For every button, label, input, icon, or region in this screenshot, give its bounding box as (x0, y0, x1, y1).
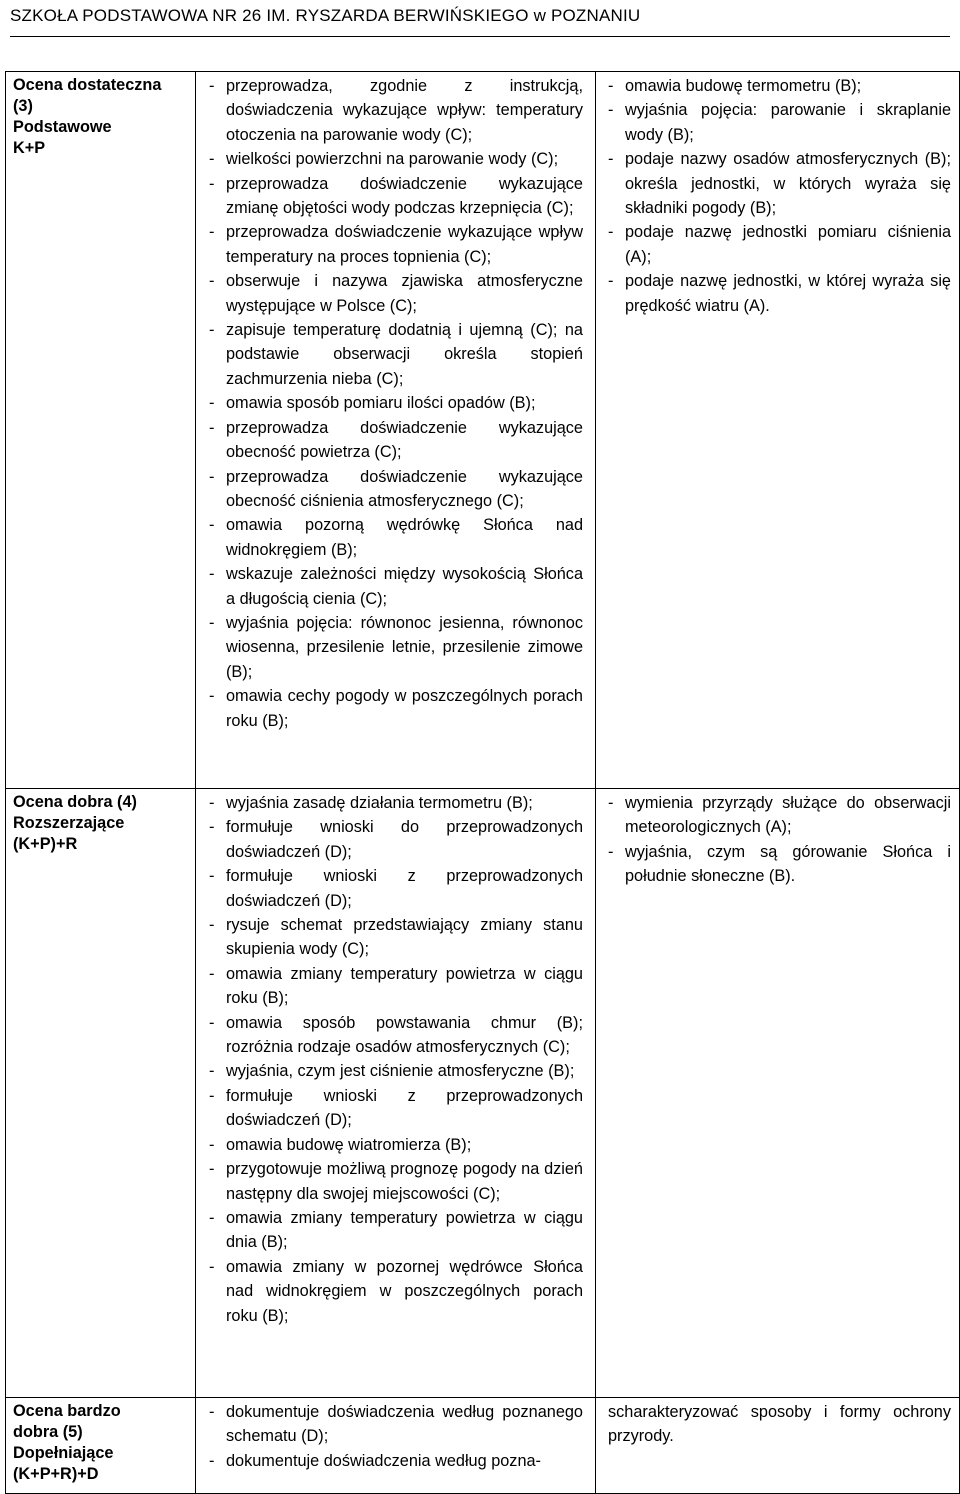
list-item: - omawia cechy pogody w poszczególnych porach roku (B); (209, 684, 583, 733)
grade-formula: (K+P+R)+D (13, 1465, 99, 1483)
table-row (6, 72, 960, 789)
list-item: - omawia sposób powstawania chmur (B); rozróżnia rodzaje osadów atmosferycznych (C); (209, 1011, 583, 1060)
page-header (10, 2, 950, 37)
list-item: - podaje nazwę jednostki pomiaru ciśnienia (A); (608, 220, 951, 269)
list-item: - wymienia przyrządy służące do obserwacji meteorologicznych (A); (608, 791, 951, 840)
table-row (6, 1398, 960, 1494)
requirements-cell (196, 72, 596, 789)
grade-label-cell (6, 1398, 196, 1494)
grade-label-cell (6, 72, 196, 789)
list-item: - omawia pozorną wędrówkę Słońca nad widnokręgiem (B); (209, 513, 583, 562)
table-row (6, 789, 960, 1398)
grade-level: Dopełniające (13, 1444, 114, 1462)
grade-label-cell (6, 789, 196, 1398)
list-item: - wyjaśnia zasadę działania termometru (B); (209, 791, 583, 815)
list-item: - zapisuje temperaturę dodatnią i ujemną (C); na podstawie obserwacji określa stopień zachmurzenia nieba (C); (209, 318, 583, 391)
list-item: - omawia budowę wiatromierza (B); (209, 1133, 583, 1157)
grade-number: (3) (13, 97, 33, 115)
requirements-list (608, 791, 951, 889)
list-item: - omawia budowę termometru (B); (608, 74, 951, 98)
list-item: - omawia zmiany w pozornej wędrówce Słońca nad widnokręgiem w poszczególnych porach roku (B); (209, 1255, 583, 1328)
requirements-cell (596, 1398, 960, 1494)
grades-table (5, 71, 960, 1494)
list-item: - wyjaśnia pojęcia: parowanie i skraplanie wody (B); (608, 98, 951, 147)
grade-level: Rozszerzające (13, 814, 125, 832)
list-item: - podaje nazwy osadów atmosferycznych (B); określa jednostki, w których wyraża się składniki pogody (B); (608, 147, 951, 220)
grade-formula: (K+P)+R (13, 835, 78, 853)
requirements-cell (196, 789, 596, 1398)
list-item: - wyjaśnia, czym są górowanie Słońca i południe słoneczne (B). (608, 840, 951, 889)
requirements-list (209, 74, 583, 733)
requirements-list (209, 1400, 583, 1473)
requirements-cell (596, 72, 960, 789)
list-item: - formułuje wnioski do przeprowadzonych doświadczeń (D); (209, 815, 583, 864)
list-item: - omawia zmiany temperatury powietrza w ciągu roku (B); (209, 962, 583, 1011)
list-item: - dokumentuje doświadczenia według poznanego schematu (D); (209, 1400, 583, 1449)
list-item: - rysuje schemat przedstawiający zmiany stanu skupienia wody (C); (209, 913, 583, 962)
grade-title: Ocena bardzo (13, 1402, 121, 1420)
list-item: - przeprowadza doświadczenie wykazujące zmianę objętości wody podczas krzepnięcia (C); (209, 172, 583, 221)
list-item: - dokumentuje doświadczenia według pozna- (209, 1449, 583, 1473)
list-item: - wskazuje zależności między wysokością Słońca a długością cienia (C); (209, 562, 583, 611)
grade-title: Ocena dobra (4) (13, 793, 137, 811)
list-item: - przeprowadza, zgodnie z instrukcją, doświadczenia wykazujące wpływ: temperatury otoczenia na parowanie wody (C); (209, 74, 583, 147)
list-item: - przygotowuje możliwą prognozę pogody na dzień następny dla swojej miejscowości (C); (209, 1157, 583, 1206)
list-item: - obserwuje i nazywa zjawiska atmosferyczne występujące w Polsce (C); (209, 269, 583, 318)
grade-formula: K+P (13, 139, 46, 157)
grade-number: dobra (5) (13, 1423, 83, 1441)
school-name: SZKOŁA PODSTAWOWA NR 26 IM. RYSZARDA BERWIŃSKIEGO w POZNANIU (10, 6, 641, 25)
list-item: - przeprowadza doświadczenie wykazujące obecność ciśnienia atmosferycznego (C); (209, 465, 583, 514)
list-item: - podaje nazwę jednostki, w której wyraża się prędkość wiatru (A). (608, 269, 951, 318)
list-item: - omawia sposób pomiaru ilości opadów (B); (209, 391, 583, 415)
list-item: - przeprowadza doświadczenie wykazujące wpływ temperatury na proces topnienia (C); (209, 220, 583, 269)
requirement-text: scharakteryzować sposoby i formy ochrony przyrody. (608, 1403, 951, 1446)
grade-level: Podstawowe (13, 118, 112, 136)
requirements-cell (596, 789, 960, 1398)
list-item: - formułuje wnioski z przeprowadzonych doświadczeń (D); (209, 864, 583, 913)
list-item: - wielkości powierzchni na parowanie wody (C); (209, 147, 583, 171)
list-item: - wyjaśnia, czym jest ciśnienie atmosferyczne (B); (209, 1059, 583, 1083)
list-item: - omawia zmiany temperatury powietrza w ciągu dnia (B); (209, 1206, 583, 1255)
requirements-list (209, 791, 583, 1328)
list-item: - przeprowadza doświadczenie wykazujące obecność powietrza (C); (209, 416, 583, 465)
grade-title: Ocena dostateczna (13, 76, 162, 94)
requirements-cell (196, 1398, 596, 1494)
list-item: - wyjaśnia pojęcia: równonoc jesienna, równonoc wiosenna, przesilenie letnie, przesilenie zimowe (B); (209, 611, 583, 684)
requirements-list (608, 74, 951, 318)
list-item: - formułuje wnioski z przeprowadzonych doświadczeń (D); (209, 1084, 583, 1133)
